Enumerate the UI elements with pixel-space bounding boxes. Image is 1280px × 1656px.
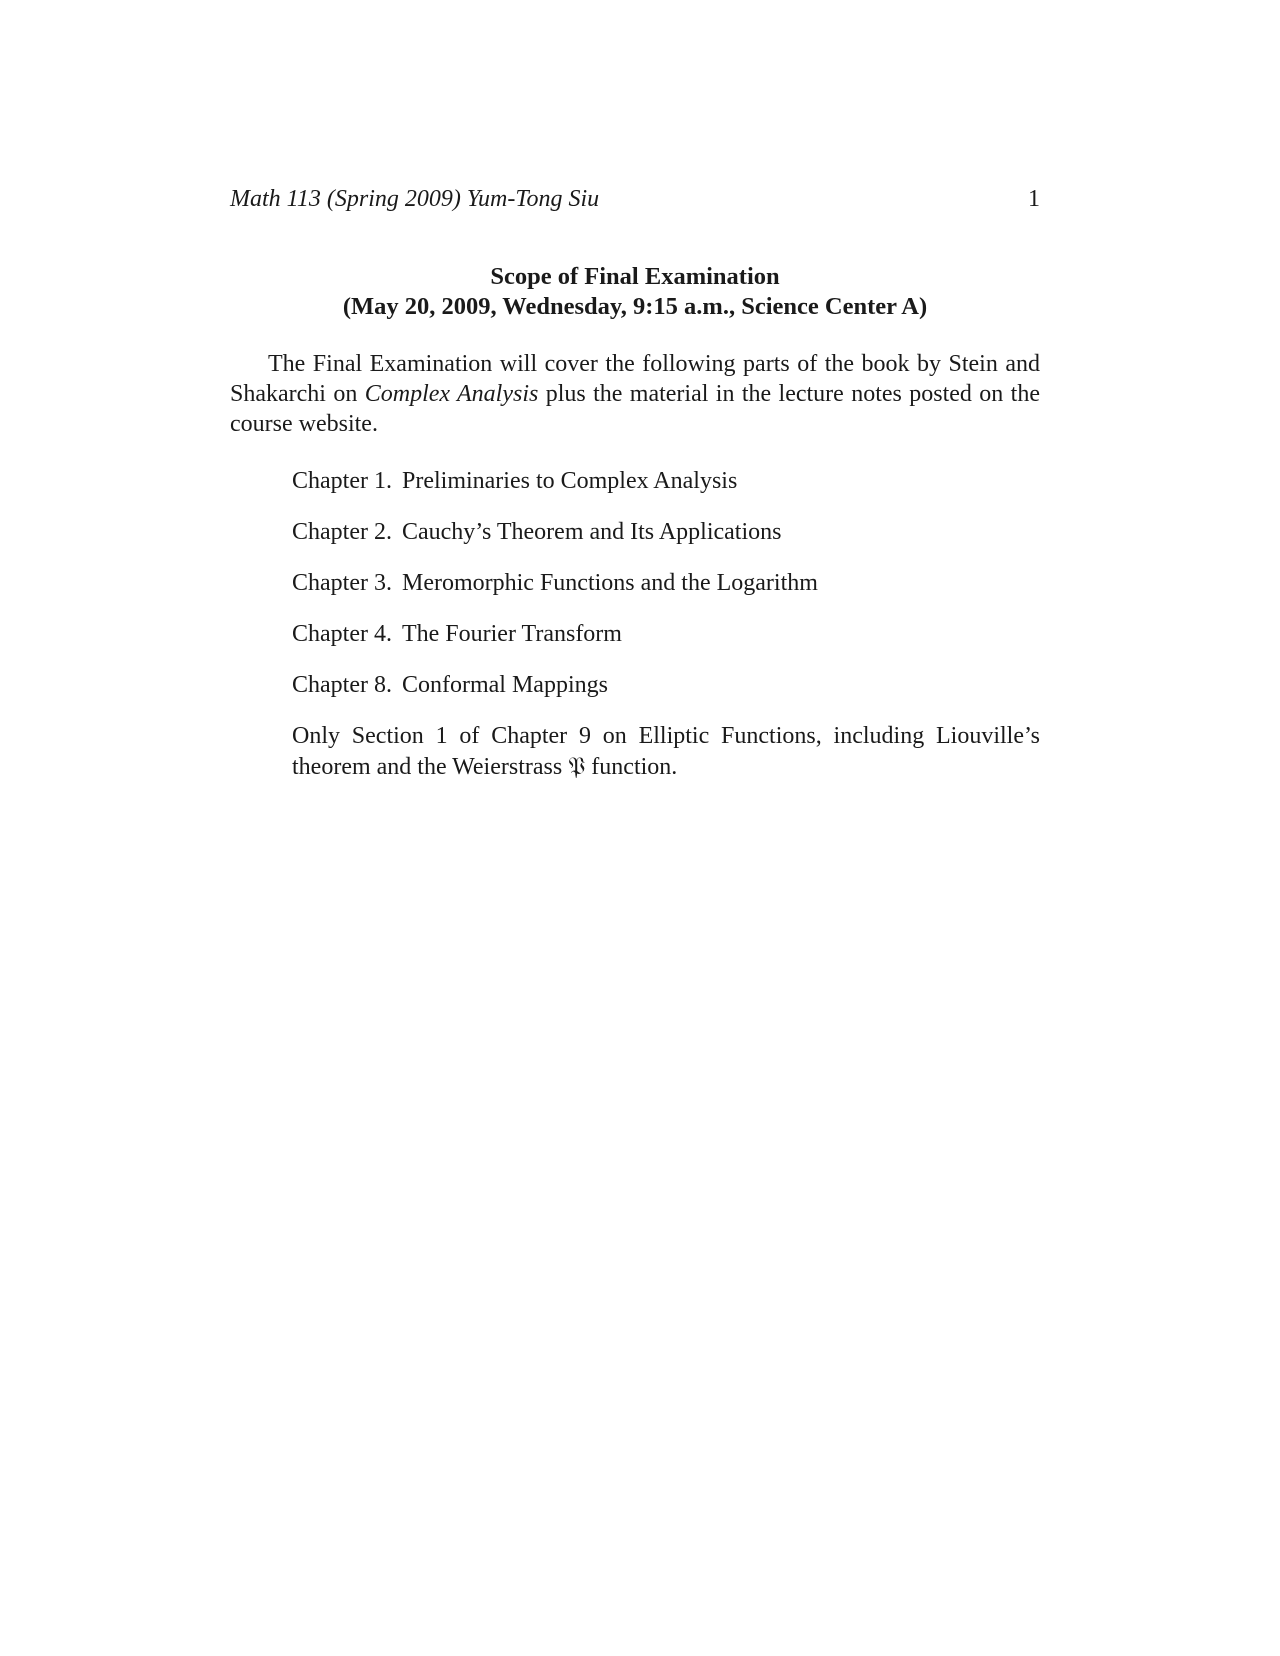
intro-paragraph <box>230 349 1040 439</box>
running-head <box>230 186 1040 220</box>
weierstrass-p-symbol: 𝔓 <box>568 752 586 780</box>
chapter-title: Meromorphic Functions and the Logarithm <box>401 570 818 596</box>
chapter-title: Preliminaries to Complex Analysis <box>401 468 738 494</box>
note-line-1: Only Section 1 of Chapter 9 on Elliptic Functions, including Liouville’s <box>292 723 1040 749</box>
chapter-title: Conformal Mappings <box>401 672 608 698</box>
list-item <box>292 619 1040 649</box>
note-line-2-before: theorem and the Weierstrass <box>292 754 569 780</box>
chapter-title: Cauchy’s Theorem and Its Applications <box>401 519 782 545</box>
chapter-label: Chapter 1. <box>292 468 392 494</box>
chapter-label: Chapter 2. <box>292 519 392 545</box>
list-item <box>292 568 1040 598</box>
title-line-1: Scope of Final Examination <box>490 263 780 290</box>
chapter-label: Chapter 8. <box>292 672 392 698</box>
list-item <box>292 466 1040 496</box>
chapter-title: The Fourier Transform <box>401 621 622 647</box>
page-number: 1 <box>1028 186 1040 212</box>
chapter-label: Chapter 4. <box>292 621 392 647</box>
list-item <box>292 670 1040 700</box>
book-title: Complex Analysis <box>364 381 539 407</box>
intro-text-after: plus the material in the lecture notes posted on the course website. <box>230 381 1040 437</box>
intro-text-before: The Final Examination will cover the following parts of the book by Stein and Shakarchi on <box>230 351 1040 407</box>
list-item <box>292 517 1040 547</box>
running-title: Math 113 (Spring 2009) Yum-Tong Siu <box>230 186 600 212</box>
note-line-2-after: function. <box>585 754 678 780</box>
note-line-2 <box>292 751 1040 782</box>
document-title <box>230 262 1040 322</box>
chapter-9-note <box>292 721 1040 782</box>
chapter-label: Chapter 3. <box>292 570 392 596</box>
title-line-2: (May 20, 2009, Wednesday, 9:15 a.m., Science Center A) <box>342 293 928 320</box>
chapter-list <box>292 466 1040 721</box>
